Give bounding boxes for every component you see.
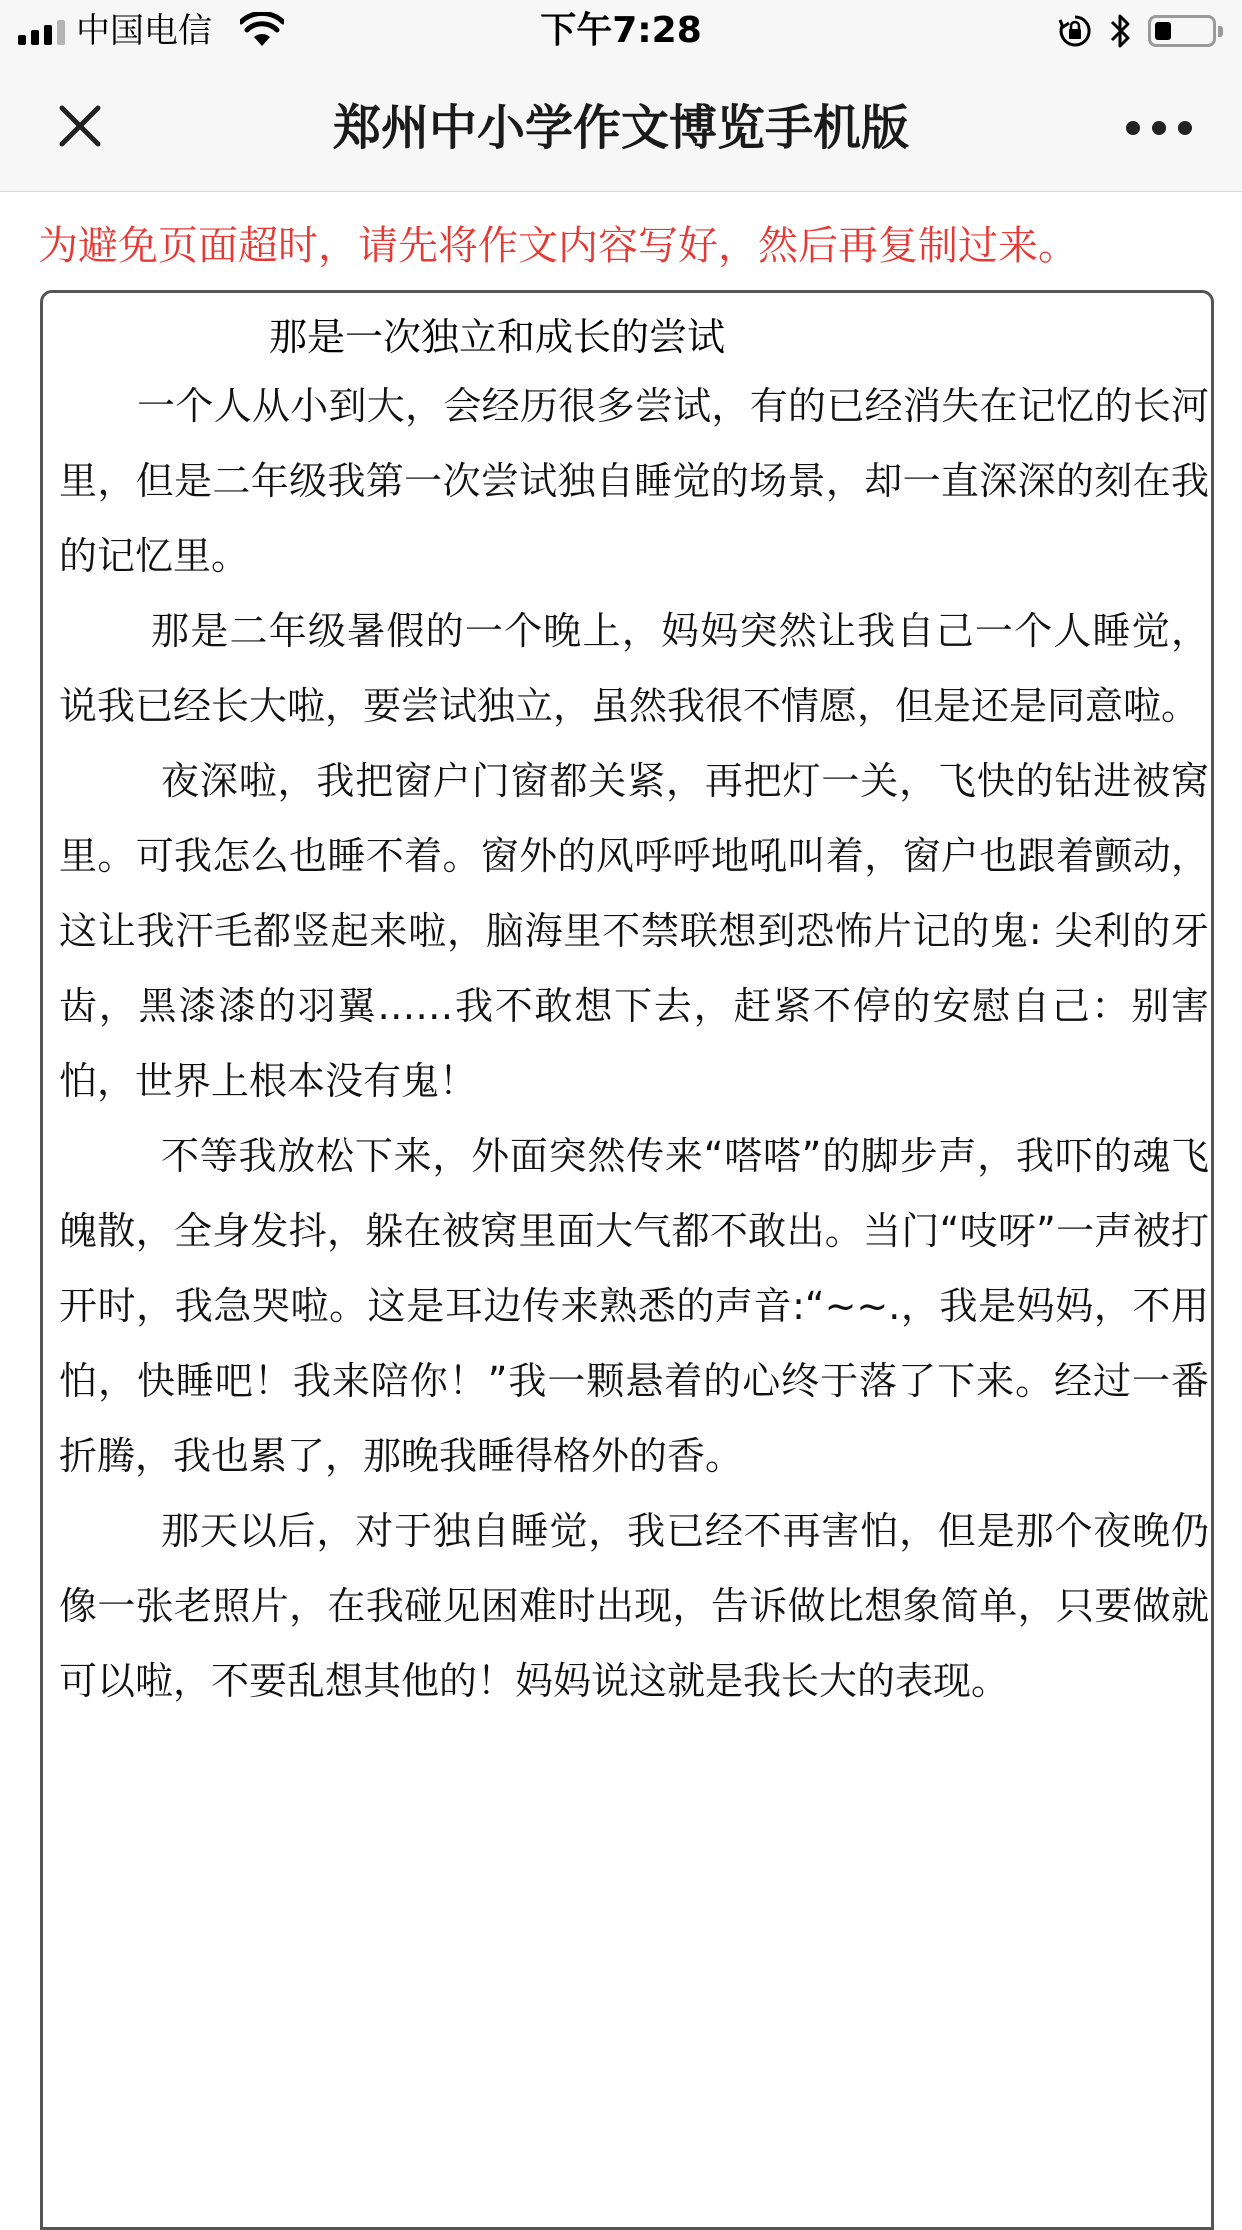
essay-paragraph: 那天以后，对于独自睡觉，我已经不再害怕，但是那个夜晚仍像一张老照片，在我碰见困难时出现，告诉做比想象简单，只要做就可以啦，不要乱想其他的！妈妈说这就是我长大的表现。 xyxy=(59,1509,1209,1703)
battery-level xyxy=(1155,22,1171,40)
essay-paragraph: 夜深啦，我把窗户门窗都关紧，再把灯一关，飞快的钻进被窝里。可我怎么也睡不着。窗外的风呼呼地吼叫着，窗户也跟着颤动，这让我汗毛都竖起来啦，脑海里不禁联想到恐怖片记的鬼: 尖利的牙齿，黑漆漆的羽翼……我不敢想下去，赶紧不停的安慰自己：别害怕，世界上根本没有鬼！ xyxy=(59,759,1209,1103)
status-time: 下午7:28 xyxy=(540,10,702,51)
status-bar xyxy=(0,0,1242,62)
essay-editor[interactable] xyxy=(40,290,1214,2230)
timeout-notice: 为避免页面超时，请先将作文内容写好，然后再复制过来。 xyxy=(38,223,1078,269)
more-icon[interactable] xyxy=(1126,110,1192,146)
essay-paragraph: 那是二年级暑假的一个晚上，妈妈突然让我自己一个人睡觉，说我已经长大啦，要尝试独立，虽然我很不情愿，但是还是同意啦。 xyxy=(59,609,1209,728)
bluetooth-icon xyxy=(1108,12,1132,50)
battery-icon xyxy=(1148,15,1216,47)
essay-paragraph: 不等我放松下来，外面突然传来“嗒嗒”的脚步声，我吓的魂飞魄散，全身发抖，躲在被窝里面大气都不敢出。当门“吱呀”一声被打开时，我急哭啦。这是耳边传来熟悉的声音:“~~.，我是妈妈，不用怕，快睡吧！我来陪你！”我一颗悬着的心终于落了下来。经过一番折腾，我也累了，那晚我睡得格外的香。 xyxy=(59,1134,1209,1478)
orientation-lock-icon xyxy=(1058,14,1092,48)
nav-bar xyxy=(0,62,1242,192)
essay-title: 那是一次独立和成长的尝试 xyxy=(269,315,726,359)
carrier-name: 中国电信 xyxy=(76,11,212,51)
page-title: 郑州中小学作文博览手机版 xyxy=(332,100,909,156)
essay-paragraph: 一个人从小到大，会经历很多尝试，有的已经消失在记忆的长河里，但是二年级我第一次尝试独自睡觉的场景，却一直深深的刻在我的记忆里。 xyxy=(59,384,1209,578)
